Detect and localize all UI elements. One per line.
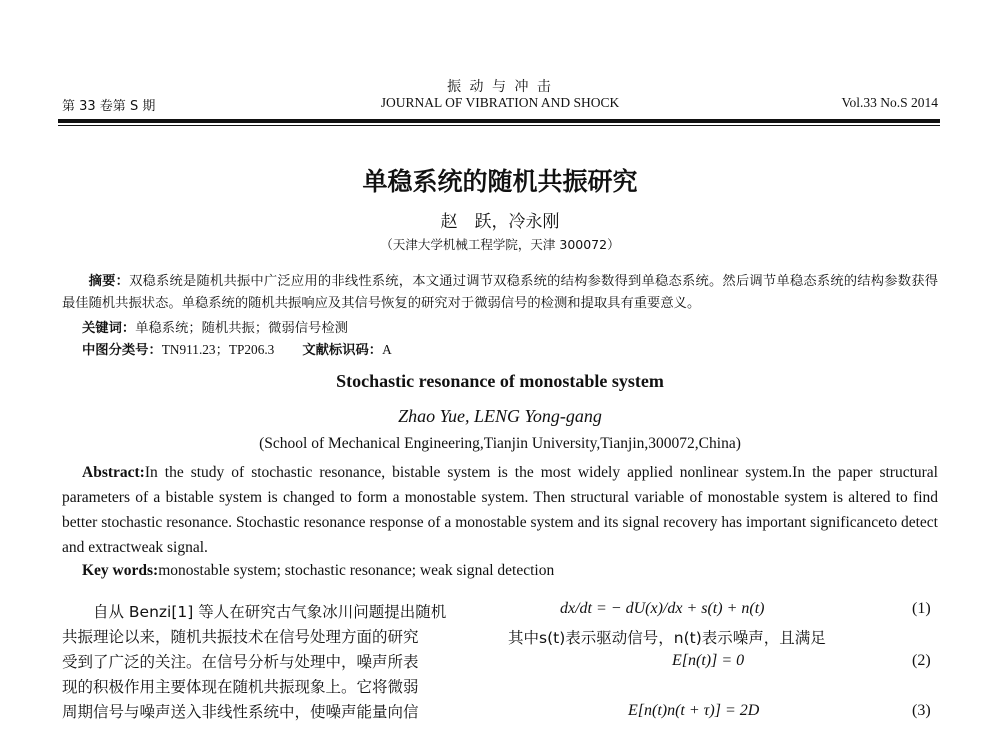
right-column-text: 其中s(t)表示驱动信号，n(t)表示噪声，且满足 [508,629,826,647]
header-rule [58,119,940,123]
body-line: 自从 Benzi[1] 等人在研究古气象冰川问题提出随机 [93,603,447,621]
body-line: 周期信号与噪声送入非线性系统中，使噪声能量向信 [62,703,419,721]
keywords-label-cn: 关键词： [82,321,136,336]
doc-code-value: A [382,342,392,357]
left-column [62,600,494,725]
authors-en: Zhao Yue, LENG Yong-gang [398,406,602,426]
classification-value: TN911.23；TP206.3 [161,342,275,357]
affiliation-en: (School of Mechanical Engineering,Tianjin University,Tianjin,300072,China) [259,435,741,452]
body-line: 受到了广泛的关注。在信号分析与处理中，噪声所表 [62,653,419,671]
body-line: 共振理论以来，随机共振技术在信号处理方面的研究 [62,628,419,646]
keywords-label-en: Key words: [82,562,159,579]
volume-cn: 第 33 卷第 S 期 [62,99,156,114]
header-rule-thin [58,125,940,126]
abstract-label-en: Abstract: [82,464,145,481]
keywords-text-cn: 单稳系统；随机共振；微弱信号检测 [135,321,348,336]
abstract-label-cn: 摘要： [88,274,130,289]
equation-1: dx/dt = − dU(x)/dx + s(t) + n(t) [560,600,765,617]
title-en: Stochastic resonance of monostable system [336,371,664,391]
volume-en: Vol.33 No.S 2014 [841,95,938,110]
body-line: 现的积极作用主要体现在随机共振现象上。它将微弱 [62,678,419,696]
keywords-text-en: monostable system; stochastic resonance; weak signal detection [158,562,555,579]
affiliation-cn: （天津大学机械工程学院，天津 300072） [380,237,620,252]
abstract-text-cn: 双稳系统是随机共振中广泛应用的非线性系统，本文通过调节双稳系统的结构参数得到单稳态系统。然后调节单稳态系统的结构参数获得最佳随机共振状态。单稳系统的随机共振响应及其信号恢复的研究对于微弱信号的检测和提取具有重要意义。 [62,274,939,311]
title-cn: 单稳系统的随机共振研究 [362,167,638,196]
keywords-en [82,562,554,580]
doc-code-label: 文献标识码： [302,343,383,358]
equation-1-number: (1) [912,600,931,617]
classification-label: 中图分类号： [82,343,162,358]
equation-2: E[n(t)] = 0 [672,652,745,669]
abstract-cn [62,271,938,315]
equation-2-number: (2) [912,652,931,669]
abstract-en [62,460,938,560]
keywords-cn [82,317,348,336]
classification [82,339,392,358]
authors-cn: 赵 跃，冷永刚 [440,212,560,232]
journal-name-cn: 振 动 与 冲 击 [447,79,553,95]
equation-3-number: (3) [912,702,931,719]
abstract-text-en: In the study of stochastic resonance, bistable system is the most widely applied nonlinear system.In the paper structural parameters of a bistable system is changed to form a monostable system. Then structural variable of monostable system is altered to find better stochastic resonance. Stochastic resonance response of a monostable system and its signal recovery has important significanceto detect and extractweak signal. [62,464,938,556]
journal-name-en: JOURNAL OF VIBRATION AND SHOCK [380,95,620,110]
equation-3: E[n(t)n(t + τ)] = 2D [628,702,760,719]
